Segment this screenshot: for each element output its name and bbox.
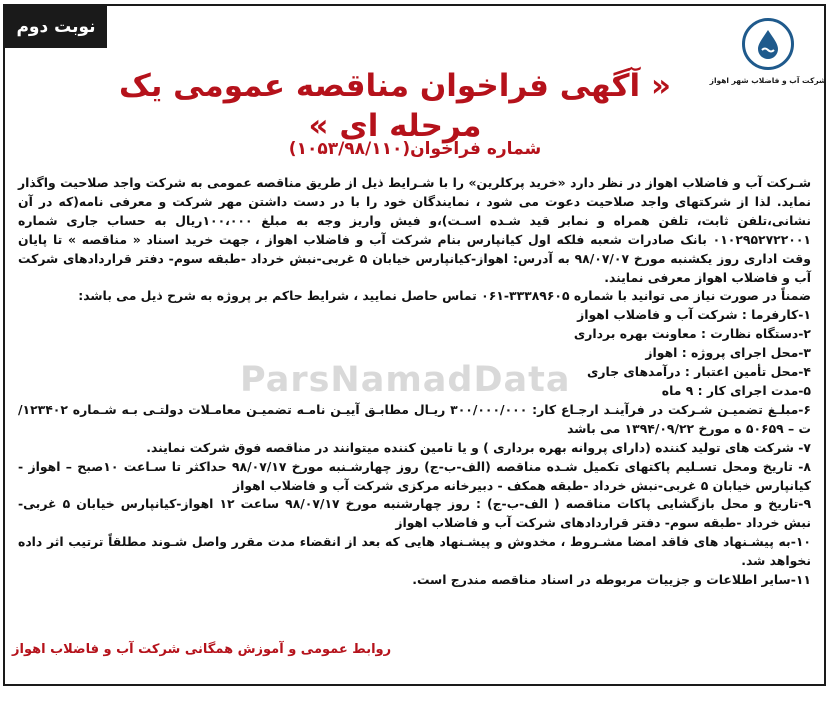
condition-item: ۶-مبلـغ تضمیـن شـرکت در فرآینـد ارجـاع کار: ۳۰۰/۰۰۰/۰۰۰ ریـال مطابـق آییـن نامـه تضمیـن معامـلات دولتـی بـه شـماره ۱۲۳۴۰۲/ت – ۵۰۶۵۹ ه مورخ ۱۳۹۴/۰۹/۲۲ می باشد: [18, 401, 811, 436]
condition-item: ۵-مدت اجرای کار : ۹ ماه: [661, 382, 811, 398]
notice-body: [18, 174, 811, 590]
footer-signature: روابط عمومی و آموزش همگانی شرکت آب و فاضلاب اهواز: [12, 642, 392, 657]
condition-item: ۴-محل تأمین اعتبار : درآمدهای جاری: [587, 364, 811, 380]
watermark: ParsNamadData: [240, 360, 571, 400]
contact-paragraph: ضمناً در صورت نیاز می توانید با شماره ۳۳۳۸۹۶۰۵-۰۶۱ تماس حاصل نمایید ، شرایط حاکم بر پروژه به شرح ذیل می باشد:: [78, 288, 811, 304]
condition-item: ۲-دستگاه نظارت : معاونت بهره برداری: [573, 326, 811, 342]
condition-item: ۷- شرکت های تولید کننده (دارای پروانه بهره برداری ) و یا تامین کننده میتوانند در مناقصه فوق شرکت نمایند.: [146, 439, 811, 455]
condition-item: ۱۰-به پیشـنهاد های فاقد امضا مشـروط ، مخدوش و پیشـنهاد هایی که بعد از انقضاء مدت مقرر واصل شـوند مطلقاً ترتیب اثر داده نخواهد شد.: [18, 534, 811, 569]
intro-paragraph: شـرکت آب و فاضلاب اهواز در نظر دارد «خرید پرکلرین» را با شـرایط ذیل از طریق مناقصه عمومی به شرکت واجد صلاحیت واگذار نماید. لذا از شرکتهای واجد صلاحیت دعوت می شود ، نمایندگان خود را با در دست داشتن مهر شرکت و معرفی نامه(که در آن نشانی،تلفن ثابت، تلفن همراه و نمابر قید شـده اسـت)،و فیش واریز وجه به مبلغ ۱۰۰،۰۰۰ریال به حساب جاری شماره ۰۱۰۲۹۵۲۷۲۲۰۰۱ بانک صادرات شعبه فلکه اول کیانپارس بنام شرکت آب و فاضلاب اهواز ، جهت خرید اسناد « مناقصه » تا پایان وقت اداری روز یکشنبه مورخ ۹۸/۰۷/۰۷ به آدرس: اهواز-کیانپارس خیابان ۵ غربی-نبش خرداد -طبقه سوم- دفتر قراردادهای شرکت آب و فاضلاب اهواز معرفی نمایند.: [18, 175, 811, 285]
condition-item: ۱-کارفرما : شرکت آب و فاضلاب اهواز: [577, 307, 811, 323]
condition-item: ۹-تاریخ و محل بازگشایی پاکات مناقصه ( الف-ب-ج) : روز چهارشنبه مورخ ۹۸/۰۷/۱۷ ساعت ۱۲ اهواز-کیانپارس خیابان ۵ غربی- نبش خرداد -طبقه سوم- دفتر قراردادهای شرکت آب و فاضلاب اهواز: [18, 496, 812, 531]
condition-item: ۸- تاریخ ومحل تسـلیم پاکتهای تکمیل شـده مناقصه (الف-ب-ج) روز چهارشـنبه مورخ ۹۸/۰۷/۱۷ حداکثر تا سـاعت ۱۰صبح – اهواز - کیانپارس خیابان ۵ غربی-نبش خرداد -طبقه همکف - دبیرخانه مرکزی شرکت آب و فاضلاب اهواز: [18, 458, 811, 493]
water-drop-logo-icon: [742, 18, 794, 70]
tender-number: شماره فراخوان(۱۰۵۳/۹۸/۱۱۰): [288, 139, 542, 159]
company-logo: [709, 16, 827, 100]
notice-title: « آگهی فراخوان مناقصه عمومی یک مرحله ای »: [118, 68, 671, 144]
logo-caption: شرکت آب و فاضلاب شهر اهواز: [709, 76, 827, 85]
condition-item: ۱۱-سایر اطلاعات و جزییات مربوطه در اسناد مناقصه مندرج است.: [412, 572, 811, 588]
condition-item: ۳-محل اجرای پروژه : اهواز: [645, 345, 811, 361]
publication-badge: نوبت دوم: [5, 6, 107, 48]
